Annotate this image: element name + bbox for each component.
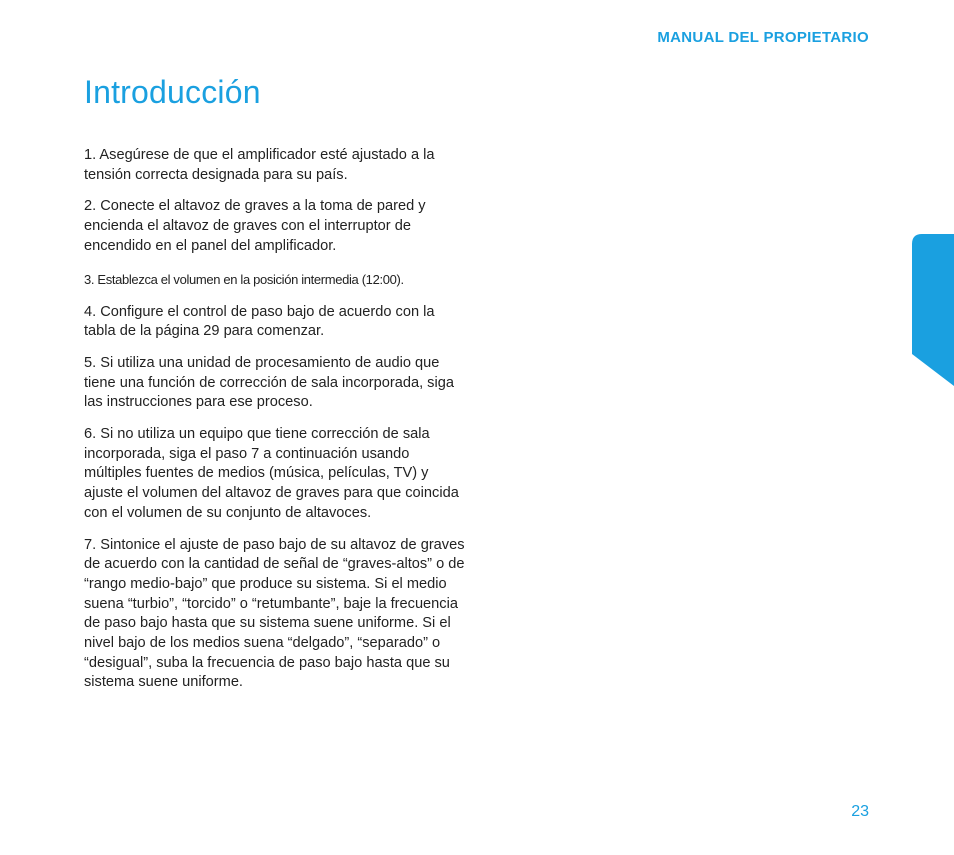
language-side-tab[interactable]: [912, 234, 954, 386]
side-tab-label: Español: [12, 257, 31, 327]
step-7: 7. Sintonice el ajuste de paso bajo de su altavoz de graves de acuerdo con la cantidad de señal de “graves-altos” o de “rango medio-bajo” que produce su sistema. Si el medio suena “turbio”, “torcido” o “retumbante”, baje la frecuencia de paso bajo hasta que su sistema suene uniforme. Si el nivel bajo de los medios suena “delgado”, “separado” o “desigual”, suba la frecuencia de paso bajo hasta que su sistema suene uniforme.: [84, 536, 465, 691]
step-6: 6. Si no utiliza un equipo que tiene corrección de sala incorporada, siga el paso 7 a continuación usando múltiples fuentes de medios (música, películas, TV) y ajuste el volumen del altavoz de graves para que coincida con el volumen de su conjunto de altavoces.: [84, 426, 459, 521]
instructions-list: [84, 146, 468, 705]
step-2: 2. Conecte el altavoz de graves a la toma de pared y encienda el altavoz de graves con el interruptor de encendido en el panel del amplificador.: [84, 198, 426, 254]
step-4: 4. Configure el control de paso bajo de acuerdo con la tabla de la página 29 para comenzar.: [84, 303, 435, 340]
page-number: 23: [851, 803, 869, 820]
step-3: 3. Establezca el volumen en la posición intermedia (12:00).: [84, 271, 404, 287]
page-title: Introducción: [84, 74, 261, 110]
side-tab-shape: [912, 234, 954, 386]
step-1: 1. Asegúrese de que el amplificador esté ajustado a la tensión correcta designada para su país.: [84, 147, 435, 183]
manual-header-label: MANUAL DEL PROPIETARIO: [657, 29, 869, 46]
step-5: 5. Si utiliza una unidad de procesamiento de audio que tiene una función de corrección de sala incorporada, siga las instrucciones para ese proceso.: [84, 354, 454, 411]
